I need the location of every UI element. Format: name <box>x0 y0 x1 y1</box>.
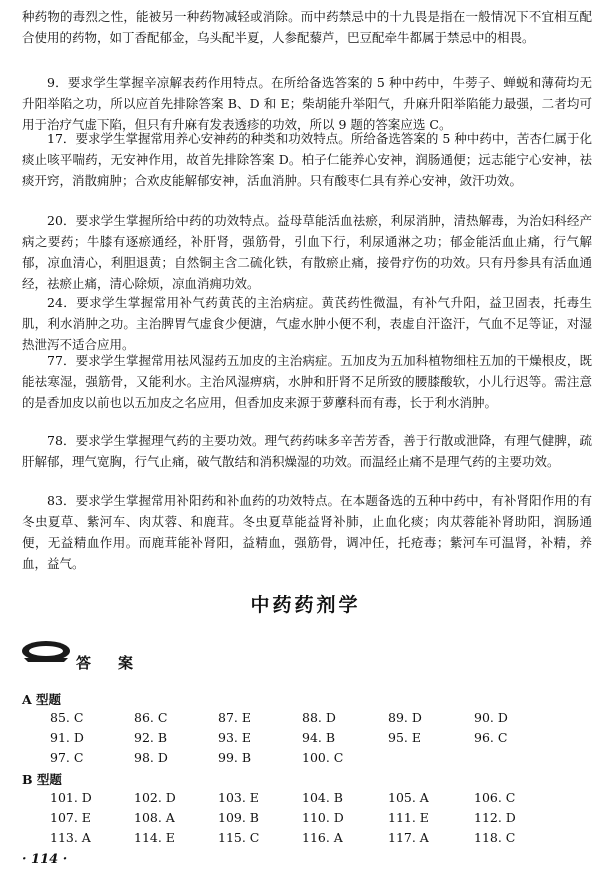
answer-item: 85. C <box>50 710 84 725</box>
answer-item: 105. A <box>388 790 429 805</box>
answer-item: 91. D <box>50 730 84 745</box>
answer-item: 113. A <box>50 830 91 845</box>
answer-item: 117. A <box>388 830 429 845</box>
answer-item: 90. D <box>474 710 508 725</box>
answer-item: 104. B <box>302 790 343 805</box>
answer-item: 89. D <box>388 710 422 725</box>
answer-item: 95. E <box>388 730 421 745</box>
b-type-label: B 型题 <box>22 772 62 787</box>
answer-heading: 答 案 <box>76 654 140 672</box>
answer-item: 106. C <box>474 790 516 805</box>
answer-item: 96. C <box>474 730 508 745</box>
answer-item: 110. D <box>302 810 344 825</box>
paragraph-q77: 77．要求学生掌握常用祛风湿药五加皮的主治病症。五加皮为五加科植物细柱五加的干燥根皮，既能祛寒湿，强筋骨，又能利水。主治风湿痹病，水肿和肝肾不足所致的腰膝酸软，小儿行迟等。需注意的是香加皮以前也以五加皮之名应用，但香加皮来源于萝藦科而有毒，长于利水消肿。 <box>22 353 592 410</box>
answer-item: 111. E <box>388 810 429 825</box>
answer-item: 92. B <box>134 730 168 745</box>
answer-item: 86. C <box>134 710 168 725</box>
paragraph-q20: 20．要求学生掌握所给中药的功效特点。益母草能活血祛瘀，利尿消肿，清热解毒，为治妇科经产病之要药；牛膝有逐瘀通经，补肝肾，强筋骨，引血下行，利尿通淋之功；郁金能活血止痛，行气解郁，凉血清心，利胆退黄；自然铜主含二硫化铁，有散瘀止痛，接骨疗伤的功效。只有丹参具有活血通经，祛瘀止痛，清心除烦，凉血消痈功效。 <box>22 213 592 291</box>
a-type-label: A 型题 <box>22 692 62 707</box>
answer-item: 116. A <box>302 830 343 845</box>
answer-item: 98. D <box>134 750 168 765</box>
paragraph-q9: 9．要求学生掌握辛凉解表药作用特点。在所给备选答案的 5 种中药中，牛蒡子、蝉蜕和薄荷均无升阳举陷之功，所以应首先排除答案 B、D 和 E；柴胡能升举阳气，升麻升阳举陷能力最强，二者均可用于治疗气虚下陷，但只有升麻有发表透疹的功效，所以 9 题的答案应选 C。 <box>22 75 592 132</box>
answer-item: 94. B <box>302 730 336 745</box>
answer-item: 108. A <box>134 810 175 825</box>
paragraph-intro: 种药物的毒烈之性，能被另一种药物减轻或消除。而中药禁忌中的十九畏是指在一般情况下不宜相互配合使用的药物，如丁香配郁金，乌头配半夏，人参配藜芦，巴豆配牵牛都属于禁忌中的相畏。 <box>22 9 592 45</box>
answer-item: 103. E <box>218 790 259 805</box>
answer-item: 97. C <box>50 750 84 765</box>
answer-item: 88. D <box>302 710 336 725</box>
paragraph-q83: 83．要求学生掌握常用补阳药和补血药的功效特点。在本题备选的五种中药中，有补肾阳作用的有冬虫夏草、紫河车、肉苁蓉、和鹿茸。冬虫夏草能益肾补肺，止血化痰；肉苁蓉能补肾助阳，润肠通便，无益精血作用。而鹿茸能补肾阳，益精血，强筋骨，调冲任，托疮毒；紫河车可温肾，补精，养血，益气。 <box>22 493 592 571</box>
answer-item: 112. D <box>474 810 516 825</box>
answer-item: 114. E <box>134 830 175 845</box>
answer-item: 101. D <box>50 790 92 805</box>
answer-item: 118. C <box>474 830 516 845</box>
answer-item: 99. B <box>218 750 252 765</box>
paragraph-q24: 24．要求学生掌握常用补气药黄芪的主治病症。黄芪药性微温，有补气升阳，益卫固表，托毒生肌，利水消肿之功。主治脾胃气虚食少便溏，气虚水肿小便不利，表虚自汗盗汗，气血不足等证，对湿热泄泻不适合应用。 <box>22 295 592 352</box>
page-number: · 114 · <box>22 852 68 867</box>
answer-item: 107. E <box>50 810 91 825</box>
answer-item: 93. E <box>218 730 251 745</box>
paragraph-q17: 17．要求学生掌握常用养心安神药的种类和功效特点。所给备选答案的 5 种中药中，苦杏仁属于化痰止咳平喘药，无安神作用，故首先排除答案 D。柏子仁能养心安神，润肠通便；远志能宁心安神，祛痰开窍，消散痈肿；合欢皮能解郁安神，活血消肿。只有酸枣仁具有养心安神，敛汗功效。 <box>22 131 592 188</box>
answer-item: 102. D <box>134 790 176 805</box>
answer-item: 109. B <box>218 810 259 825</box>
answer-banner-icon <box>20 638 72 664</box>
answer-item: 115. C <box>218 830 260 845</box>
answer-item: 100. C <box>302 750 344 765</box>
paragraph-q78: 78．要求学生掌握理气药的主要功效。理气药药味多辛苦芳香，善于行散或泄降，有理气健脾，疏肝解郁，理气宽胸，行气止痛，破气散结和消积燥湿的功效。而温经止痛不是理气药的主要功效。 <box>22 433 592 469</box>
answer-item: 87. E <box>218 710 251 725</box>
section-title: 中药药剂学 <box>250 594 361 616</box>
